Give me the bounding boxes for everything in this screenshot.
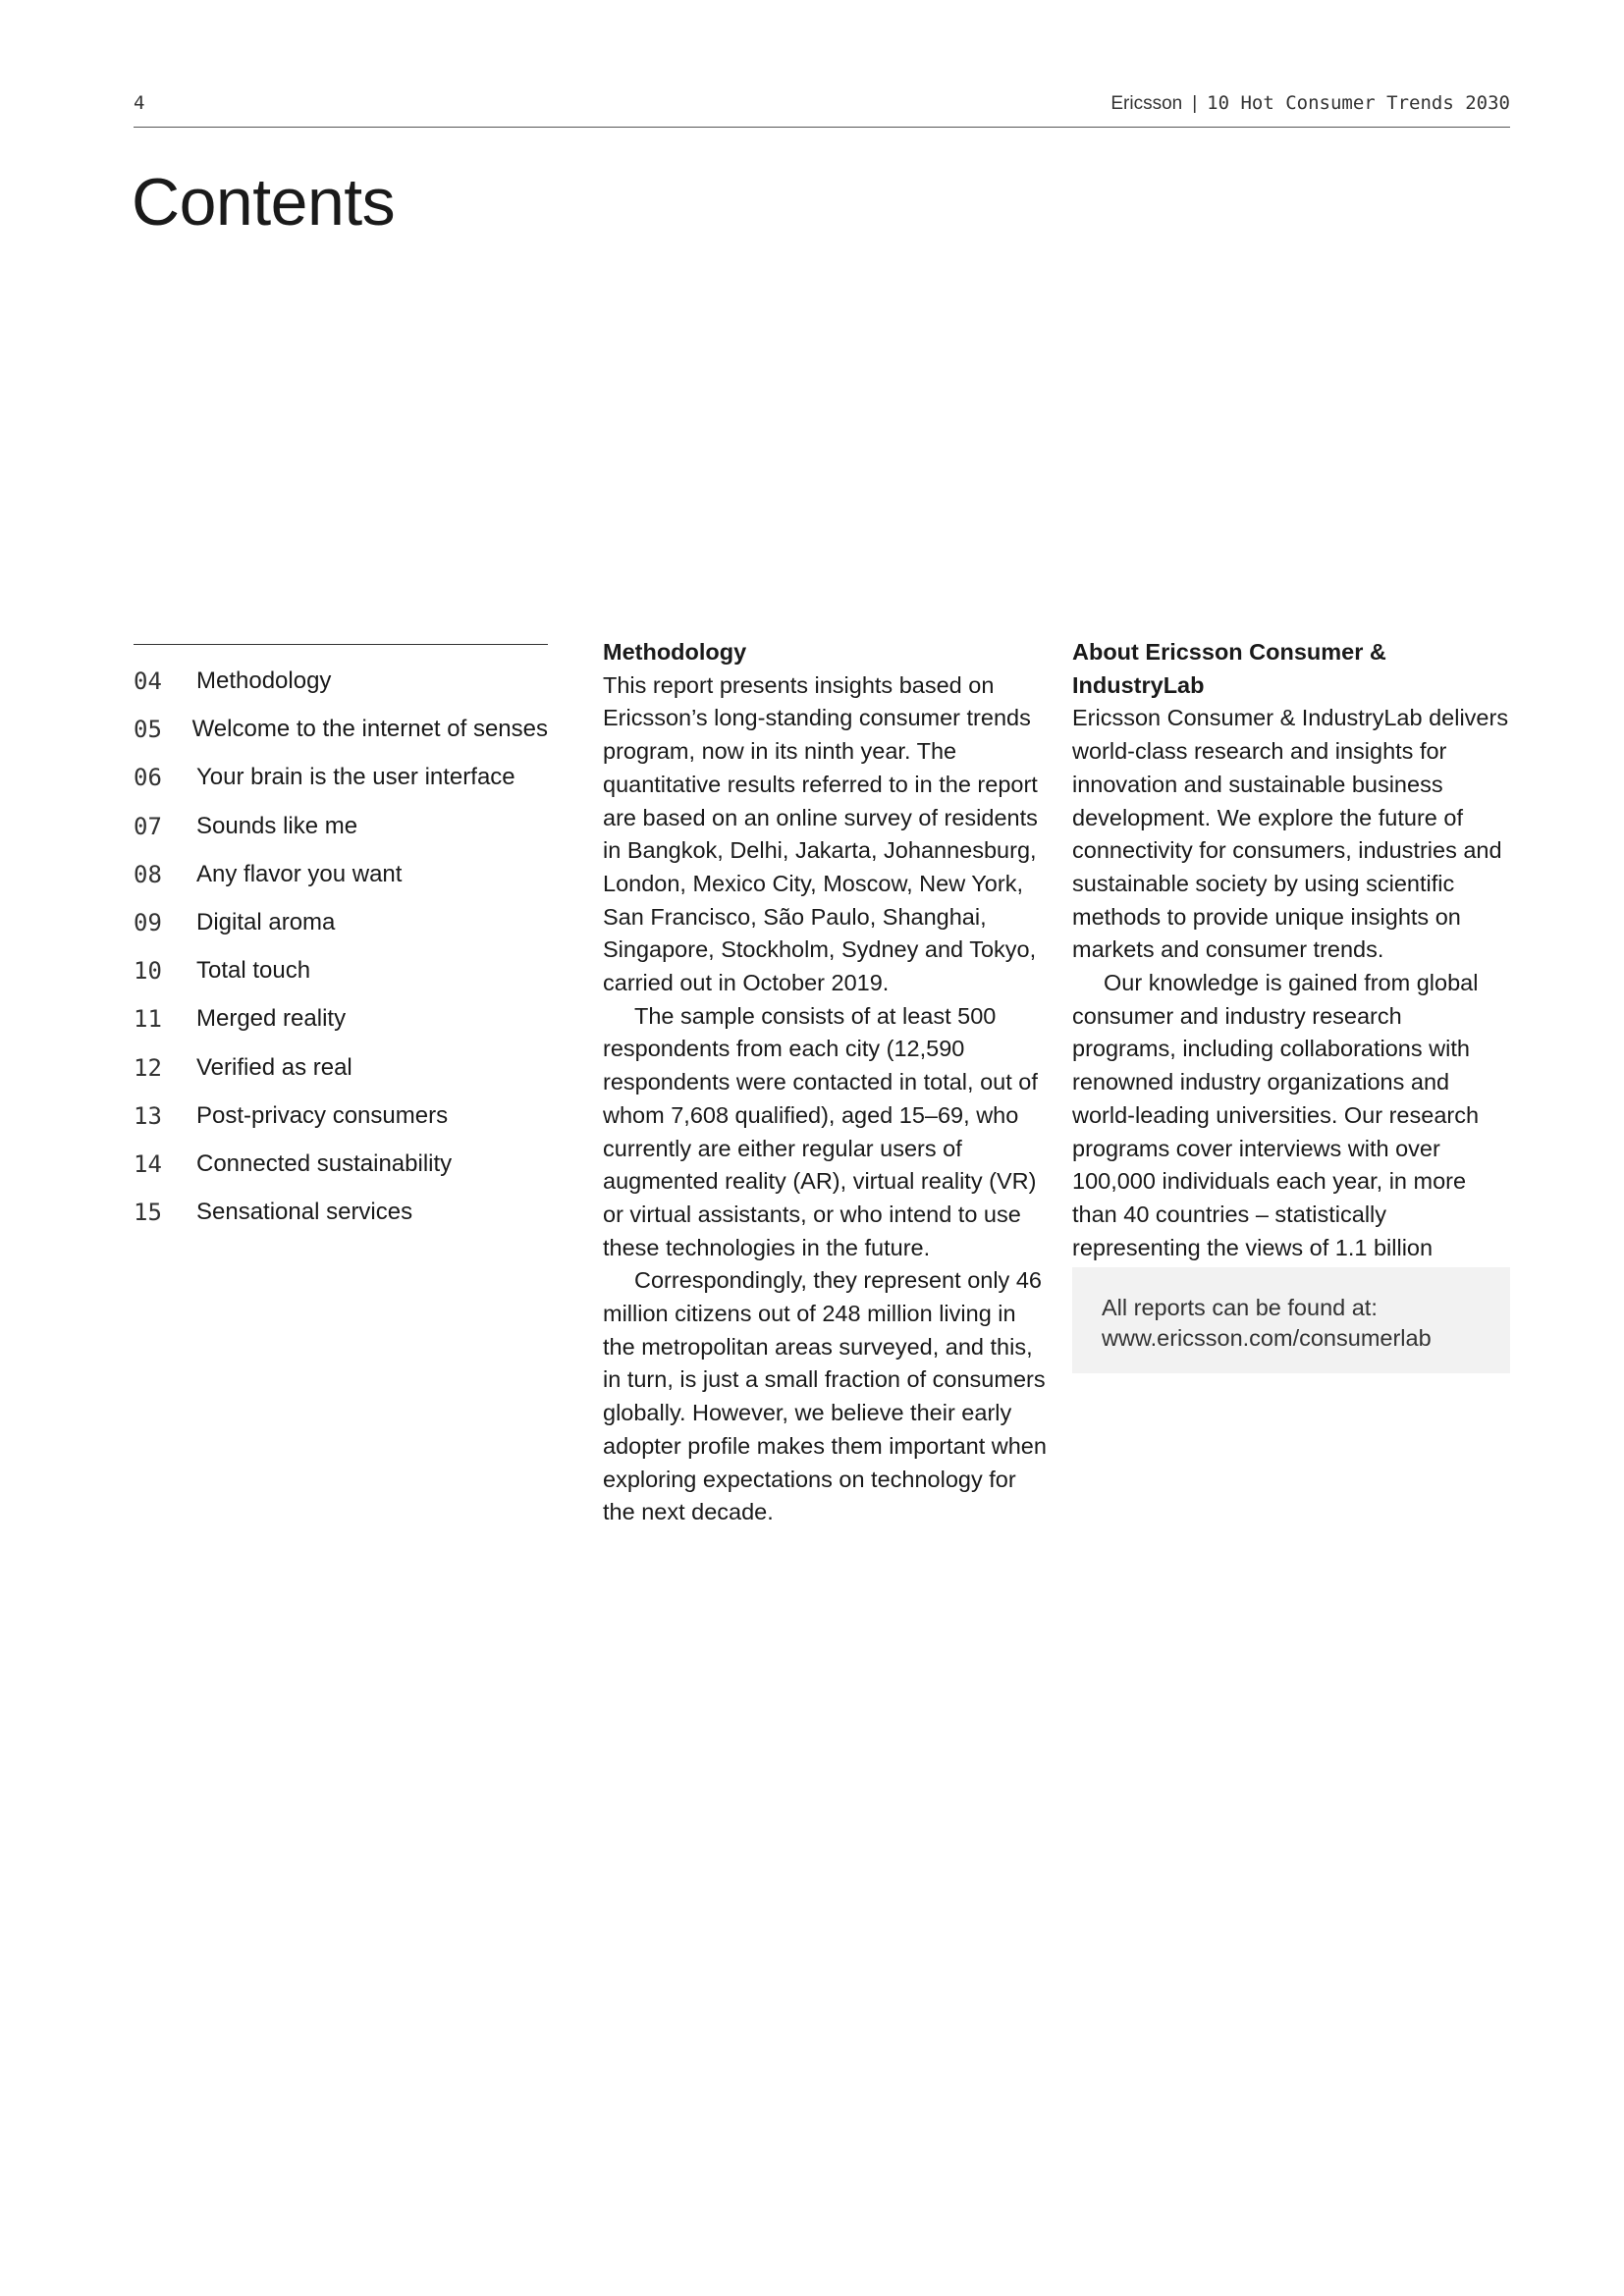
reports-url-link[interactable]: www.ericsson.com/consumerlab [1102, 1325, 1432, 1351]
toc-number: 08 [134, 860, 162, 888]
toc-item-verified-as-real[interactable] [134, 1053, 548, 1101]
toc-title: Connected sustainability [196, 1149, 453, 1177]
toc-number: 14 [134, 1149, 162, 1178]
toc-item-brain-user-interface[interactable] [134, 763, 548, 811]
header-company: Ericsson [1110, 93, 1183, 114]
table-of-contents [134, 644, 548, 1246]
toc-number: 13 [134, 1101, 162, 1130]
toc-title: Sensational services [196, 1199, 413, 1226]
toc-number: 06 [134, 764, 162, 792]
toc-number: 05 [134, 716, 162, 744]
toc-item-digital-aroma[interactable] [134, 908, 548, 956]
about-section [1072, 636, 1510, 1298]
methodology-paragraph: Correspondingly, they represent only 46 million citizens out of 248 million living in the metropolitan areas surveyed, and this, in turn, is just a small fraction of consumers globally. However, we believe their early adopter profile makes them important when exploring expectations on technology for the next decade. [603, 1267, 1047, 1525]
toc-title: Welcome to the internet of senses [191, 716, 548, 743]
toc-item-merged-reality[interactable] [134, 1004, 548, 1052]
methodology-paragraph: The sample consists of at least 500 respondents from each city (12,590 respondents were contacted in total, out of whom 7,608 qualified), aged 15–69, who currently are either regular users of augmented reality (AR), virtual reality (VR) or virtual assistants, or who intend to use these technologies in the future. [603, 1002, 1038, 1260]
toc-item-internet-of-senses[interactable] [134, 715, 548, 763]
toc-number: 12 [134, 1053, 162, 1082]
running-header [1110, 92, 1510, 115]
toc-item-sensational-services[interactable] [134, 1198, 548, 1246]
header-separator: | [1192, 93, 1198, 114]
toc-number: 15 [134, 1199, 162, 1227]
toc-title: Any flavor you want [196, 860, 403, 887]
toc-number: 11 [134, 1005, 162, 1034]
toc-item-sounds-like-me[interactable] [134, 812, 548, 860]
header-report-title: 10 Hot Consumer Trends 2030 [1207, 92, 1510, 114]
toc-title: Methodology [196, 667, 332, 694]
toc-item-post-privacy[interactable] [134, 1101, 548, 1149]
toc-number: 10 [134, 957, 162, 986]
about-paragraph: Our knowledge is gained from global consumer and industry research programs, including collaborations with renowned industry organizations and world-leading universities. Our research programs cover interviews with over 100,000 individuals each year, in more than 40 countries – statistically representing the views of 1.1 billion [1072, 970, 1480, 1260]
toc-number: 04 [134, 667, 162, 695]
toc-title: Verified as real [196, 1053, 352, 1081]
toc-number: 07 [134, 812, 162, 840]
about-heading: About Ericsson Consumer & IndustryLab [1072, 639, 1386, 698]
page-number: 4 [134, 92, 145, 114]
about-paragraph: Ericsson Consumer & IndustryLab delivers world-class research and insights for innovation and sustainable business development. We explore the future of connectivity for consumers, industries and sustainable society by using scientific methods to provide unique insights on markets and consumer trends. [1072, 705, 1509, 963]
page-title: Contents [132, 165, 396, 240]
toc-item-connected-sustainability[interactable] [134, 1149, 548, 1198]
toc-title: Sounds like me [196, 812, 358, 839]
toc-item-methodology[interactable] [134, 667, 548, 715]
reports-callout [1072, 1267, 1510, 1373]
reports-label: All reports can be found at: [1102, 1295, 1378, 1320]
methodology-section [603, 636, 1047, 1529]
toc-title: Total touch [196, 957, 311, 985]
methodology-heading: Methodology [603, 639, 747, 665]
toc-title: Post-privacy consumers [196, 1101, 449, 1129]
toc-title: Merged reality [196, 1005, 347, 1033]
toc-divider [134, 644, 548, 645]
toc-item-total-touch[interactable] [134, 956, 548, 1004]
header-divider [134, 127, 1510, 128]
toc-item-any-flavor[interactable] [134, 860, 548, 908]
toc-title: Your brain is the user interface [196, 764, 515, 791]
methodology-paragraph: This report presents insights based on Ericsson’s long-standing consumer trends program, now in its ninth year. The quantitative results referred to in the report are based on an online survey of residents in Bangkok, Delhi, Jakarta, Johannesburg, London, Mexico City, Moscow, New York, San Francisco, São Paulo, Shanghai, Singapore, Stockholm, Sydney and Tokyo, carried out in October 2019. [603, 671, 1038, 996]
toc-number: 09 [134, 908, 162, 936]
toc-title: Digital aroma [196, 908, 336, 935]
